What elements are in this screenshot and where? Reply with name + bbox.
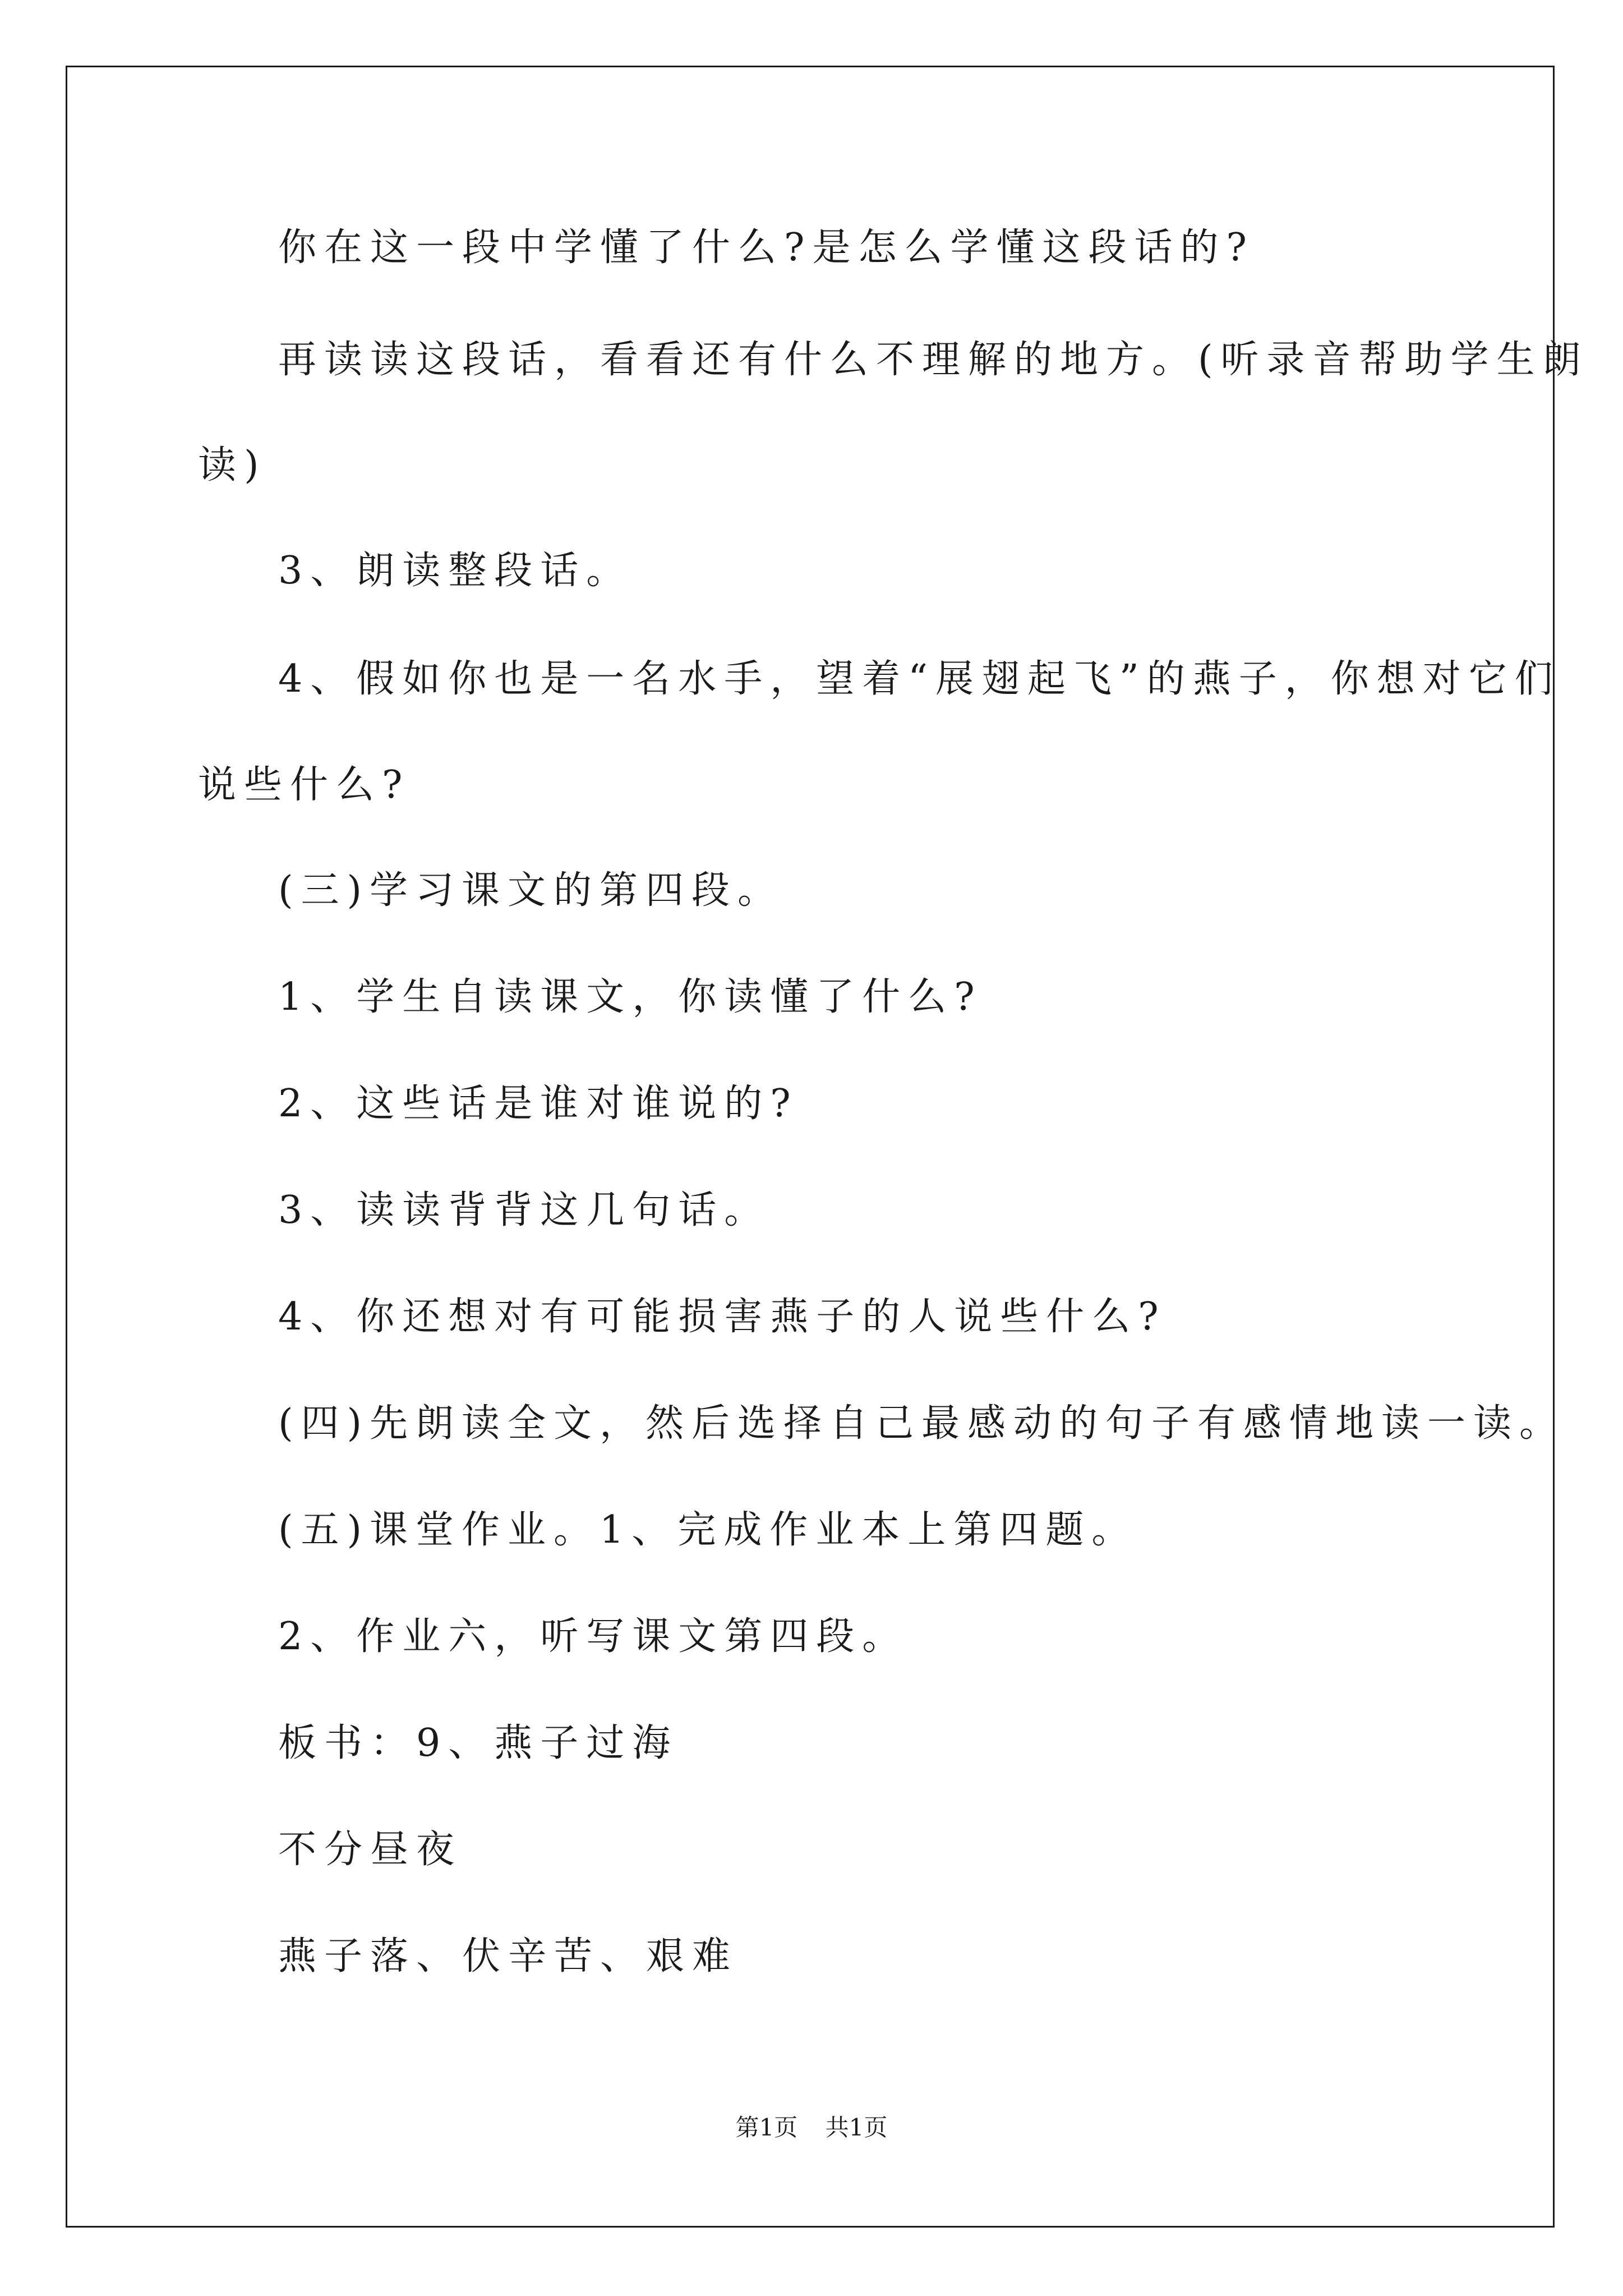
paragraph-11: (五)课堂作业。1、完成作业本上第四题。 (278, 1508, 1138, 1552)
paragraph-5: (三)学习课文的第四段。 (278, 868, 784, 913)
paragraph-10: (四)先朗读全文，然后选择自己最感动的句子有感情地读一读。 (278, 1401, 1566, 1446)
paragraph-4-continued: 说些什么? (198, 763, 411, 807)
paragraph-12: 2、作业六，听写课文第四段。 (278, 1614, 909, 1659)
page-border (66, 66, 1555, 2228)
paragraph-2-continued: 读) (198, 443, 267, 487)
paragraph-13: 板书：9、燕子过海 (278, 1721, 679, 1765)
paragraph-15: 燕子落、伏辛苦、艰难 (278, 1934, 739, 1978)
paragraph-4: 4、假如你也是一名水手，望着“展翅起飞”的燕子，你想对它们 (278, 657, 1561, 701)
paragraph-7: 2、这些话是谁对谁说的? (278, 1082, 799, 1126)
page-number-total: 共1页 (825, 2114, 888, 2141)
paragraph-14: 不分昼夜 (278, 1828, 463, 1872)
paragraph-1: 你在这一段中学懂了什么?是怎么学懂这段话的? (278, 226, 1255, 270)
paragraph-8: 3、读读背背这几句话。 (278, 1188, 771, 1232)
page-number-current: 第1页 (735, 2114, 798, 2141)
page-footer (0, 2114, 1623, 2142)
paragraph-3: 3、朗读整段话。 (278, 549, 633, 593)
paragraph-6: 1、学生自读课文，你读懂了什么? (278, 975, 983, 1019)
paragraph-9: 4、你还想对有可能损害燕子的人说些什么? (278, 1295, 1166, 1339)
paragraph-2: 再读读这段话，看看还有什么不理解的地方。(听录音帮助学生朗 (278, 338, 1589, 382)
